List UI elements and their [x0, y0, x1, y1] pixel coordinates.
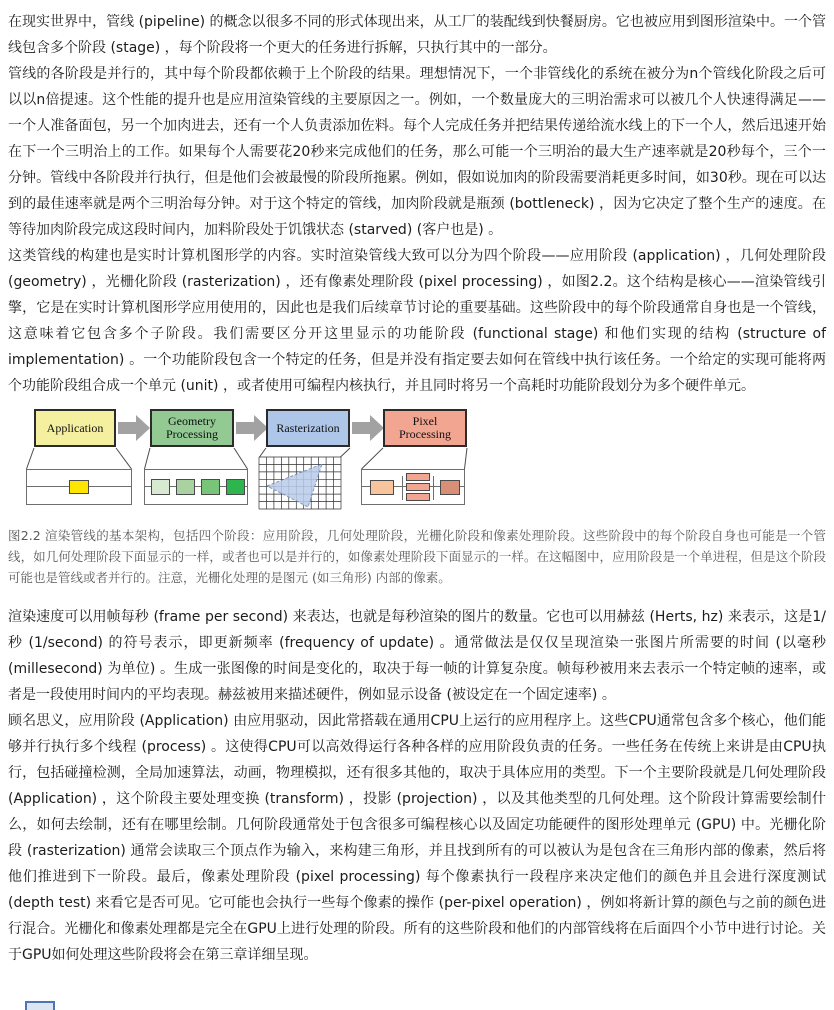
geometry-substage-panel [144, 469, 248, 505]
figure-2-2-pipeline-diagram [26, 407, 478, 521]
arrow-icon [352, 407, 384, 449]
pixel-parallel-chip [406, 493, 430, 501]
arrow-icon [236, 407, 268, 449]
paragraph-3: 这类管线的构建也是实时计算机图形学的内容。实时渲染管线大致可以分为四个阶段——应用阶段 (application) ，几何处理阶段 (geometry) ，光栅化阶段 (rasterization) ，还有像素处理阶段 (pixel processing) ，如图2.2。这个结构是核心——渲染管线引擎，它是在实时计算机图形学应用使用的，因此也是我们后续章节讨论的重要基础。这些阶段中的每个阶段通常自身也是一个管线，这意味着它包含多个子阶段。我们需要区分开这里显示的功能阶段 (functional stage) 和他们实现的结构 (structure of implementation) 。一个功能阶段包含一个特定的任务，但是并没有指定要去如何在管线中执行该任务。一个给定的实现可能将两个功能阶段组合成一个单元 (unit) ，或者使用可编程内核执行，并且同时将另一个高耗时功能阶段划分为多个硬件单元。 [8, 248, 827, 394]
paragraph-1: 在现实世界中，管线 (pipeline) 的概念以很多不同的形式体现出来，从工厂的装配线到快餐厨房。它也被应用到图形渲染中。一个管线包含多个阶段 (stage) ，每个阶段将一个更大的任务进行拆解，只执行其中的一部分。 [8, 14, 826, 56]
pixel-substage-chip [370, 480, 394, 495]
figure-caption: 图2.2 渲染管线的基本架构，包括四个阶段：应用阶段，几何处理阶段，光栅化阶段和像素处理阶段。这些阶段中的每个阶段自身也可能是一个管线，如几何处理阶段下面显示的一样，或者也可以是并行的，如像素处理阶段下面显示的一样。在这幅图中，应用阶段是一个单进程，但是这个阶段可能也是管线或者并行的。注意，光栅化处理的是图元 (如三角形) 内部的像素。 [8, 528, 826, 585]
geometry-substage-chip [226, 479, 245, 495]
pixel-substage-panel [361, 469, 465, 505]
geometry-substage-chip [176, 479, 195, 495]
application-process-chip [69, 480, 89, 494]
geometry-substage-chip [201, 479, 220, 495]
rasterization-grid [259, 457, 341, 509]
paragraph-2: 管线的各阶段是并行的，其中每个阶段都依赖于上个阶段的结果。理想情况下，一个非管线化的系统在被分为n个管线化阶段之后可以以n倍提速。这个性能的提升也是应用渲染管线的主要原因之一。例如，一个数量庞大的三明治需求可以被几个人快速得满足——一个人准备面包，另一个加肉进去，还有一个人负责添加佐料。每个人完成任务并把结果传递给流水线上的下一个人，然后迅速开始在下一个三明治上的工作。如果每个人需要花20秒来完成他们的任务，那么可能一个三明治的最大生产速率就是20秒每个，三个一分钟。管线中各阶段并行执行，但是他们会被最慢的阶段所拖累。例如，假如说加肉的阶段需要消耗更多时间，如30秒。现在可以达到的最佳速率就是两个三明治每分钟。对于这个特定的管线，加肉阶段就是瓶颈 (bottleneck) ，因为它决定了整个生产的速度。在等待加肉阶段完成这段时间内，加料阶段处于饥饿状态 (starved) (客户也是) 。 [8, 66, 826, 238]
application-substage-panel [26, 469, 132, 505]
arrow-icon [118, 407, 150, 449]
geometry-substage-chip [151, 479, 170, 495]
stage-box-rasterization: Rasterization [266, 409, 350, 447]
stage-box-application: Application [34, 409, 116, 447]
next-figure-fragment [25, 1001, 55, 1010]
paragraph-4: 渲染速度可以用帧每秒 (frame per second) 来表达，也就是每秒渲染的图片的数量。它也可以用赫兹 (Herts, hz) 来表示，这是1/秒 (1/second) 的符号表示，即更新频率 (frequency of update) 。通常做法是仅仅呈现渲染一张图片所需要的时间 (以毫秒 (millesecond) 为单位) 。生成一张图像的时间是变化的，取决于每一帧的计算复杂度。帧每秒被用来去表示一个特定帧的速率，或者是一段使用时间内的平均表现。赫兹被用来描述硬件，例如显示设备 (被设定在一个固定速率) 。 [8, 609, 826, 703]
paragraph-5: 顾名思义，应用阶段 (Application) 由应用驱动，因此常搭载在通用CPU上运行的应用程序上。这些CPU通常包含多个核心，他们能够并行执行多个线程 (process) 。这使得CPU可以高效得运行各种各样的应用阶段负责的任务。一些任务在传统上来讲是由CPU执行，包括碰撞检测，全局加速算法，动画，物理模拟，还有很多其他的，取决于具体应用的类型。下一个主要阶段就是几何处理阶段 (Application) ，这个阶段主要处理变换 (transform) ，投影 (projection) ，以及其他类型的几何处理。这个阶段计算需要绘制什么，如何去绘制，还有在哪里绘制。几何阶段通常处于包含很多可编程核心以及固定功能硬件的图形处理单元 (GPU) 中。光栅化阶段 (rasterization) 通常会读取三个顶点作为输入，来构建三角形，并且找到所有的可以被认为是包含在三角形内部的像素，然后将他们推进到下一阶段。最后，像素处理阶段 (pixel processing) 每个像素执行一段程序来决定他们的颜色并且会进行深度测试 (depth test) 来看它是否可见。它可能也会执行一些每个像素的操作 (per-pixel operation) ，例如将新计算的颜色与之前的颜色进行混合。光栅化和像素处理都是完全在GPU上进行处理的阶段。所有的这些阶段和他们的内部管线将在后面四个小节中进行讨论。关于GPU如何处理这些阶段将会在第三章详细呈现。 [8, 713, 826, 963]
pixel-substage-chip [440, 480, 460, 495]
stage-box-geometry: Geometry Processing [150, 409, 234, 447]
pixel-parallel-chip [406, 473, 430, 481]
stage-box-pixel-processing: Pixel Processing [383, 409, 467, 447]
pixel-parallel-chip [406, 483, 430, 491]
rasterized-triangle [267, 464, 322, 507]
